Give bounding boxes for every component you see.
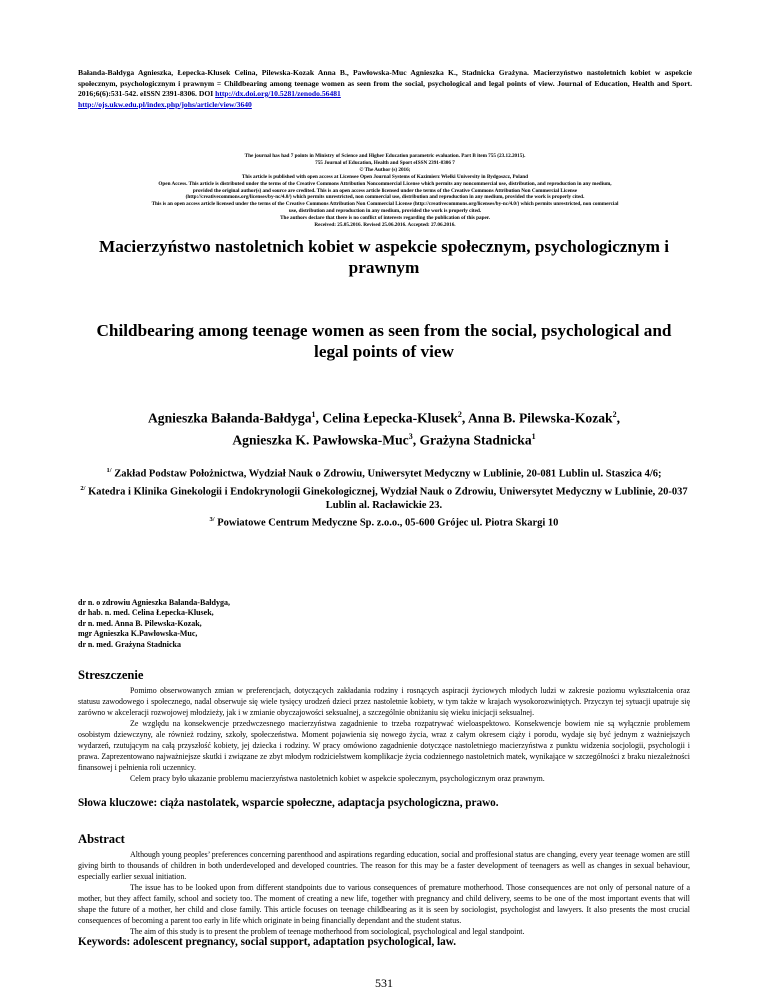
author-affiliation-mark: 2: [612, 410, 617, 419]
abstract-heading: Abstract: [78, 832, 125, 846]
license-line: © The Author (s) 2016;: [359, 166, 411, 173]
degree-line: dr hab. n. med. Celina Łepecka-Klusek,: [78, 608, 214, 618]
license-line: provided the original author(s) and source are credited. This is an open access article licensed under the terms of the Creative Commons Attribution Non Commercial License: [192, 187, 578, 194]
author-list: Agnieszka Bałanda-Bałdyga$^1$, Celina Łepecka-Klusek$^2$, Anna B. Pilewska-Kozak$^2$, Agnieszka K. Pawłowska-Muc$^3$, Grażyna Stadnicka$^1$: [147, 410, 620, 448]
license-line: Open Access. This article is distributed under the terms of the Creative Commons Attribution Noncommercial License which permits any noncommercial use, distribution, and reproduction in any medium,: [158, 180, 612, 187]
degree-line: dr n. o zdrowiu Agnieszka Bałanda-Bałdyga,: [78, 598, 230, 607]
affiliation-text: Katedra i Klinika Ginekologii i Endokrynologii Ginekologicznej, Wydział Nauk o Zdrowiu, Uniwersytet Medyczny w Lublinie, 20-037 Lublin al. Racławickie 23.: [88, 486, 688, 511]
citation-text: Bałanda-Bałdyga Agnieszka, Łepecka-Klusek Celina, Pilewska-Kozak Anna B., Pawłowska-Muc Agnieszka K., Stadnicka Grażyna. Macierzyństwo nastoletnich kobiet w aspekcie społecznym, psychologicznym i prawnym = Childbearing among teenage women as seen from the social, psychological and legal points of view. Journal of Education, Health and Sport. 2016;6(6):531-542. eISSN 2391-8306. DOI: [78, 68, 692, 98]
affiliation-text: Powiatowe Centrum Medyczne Sp. z.o.o., 05-600 Grójec ul. Piotra Skargi 10: [217, 517, 559, 529]
affiliation-item: [80, 513, 688, 531]
page-number: 531: [375, 976, 393, 990]
affiliations: [80, 464, 688, 531]
affiliation-text: Zakład Podstaw Położnictwa, Wydział Nauk o Zdrowiu, Uniwersytet Medyczny w Lublinie, 20-081 Lublin ul. Staszica 4/6;: [114, 468, 662, 480]
author-name: Grażyna Stadnicka: [419, 432, 532, 448]
license-line: This is an open access article licensed under the terms of the Creative Commons Attribution Non Commercial License (http://creativecommons.org/licenses/by-nc/4.0/) which permits unrestricted, non commercial: [151, 201, 619, 208]
author-affiliation-mark: 3: [408, 431, 413, 441]
degree-line: mgr Agnieszka K.Pawłowska-Muc,: [78, 629, 198, 639]
keywords-polish: Słowa kluczowe: ciąża nastolatek, wsparcie społeczne, adaptacja psychologiczna, prawo.: [78, 797, 499, 809]
license-line: use, distribution and reproduction in any medium, provided the work is properly cited.: [288, 208, 482, 215]
abstract-paragraph: The aim of this study is to present the problem of teenage motherhood from sociological, psychological and legal standpoint.: [130, 927, 525, 936]
license-line: This article is published with open access at Licensee Open Journal Systems of Kazimierz Wielki University in Bydgoszcz, Poland: [241, 173, 529, 180]
abstract-paragraph: Although young peoples’ preferences concerning parenthood and aspirations regarding education, social and proffesional status are changing, every year teenage women are still giving birth to thousands of children in both underdeveloped and developed countries. The reason for this may be a faster development of teenagers as well as changes in sexual behaviour, especially earlier sexual initiation.: [78, 850, 690, 881]
streszczenie-body: [78, 685, 690, 784]
license-line: (http://creativecommons.org/licenses/by-nc/4.0/) which permits unrestricted, non commercial use, distribution and reproduction in any medium, provided the work is properly cited.: [185, 194, 585, 201]
license-line: The journal has had 7 points in Ministry of Science and Higher Education parametric evaluation. Part B item 755 (23.12.2015).: [244, 153, 526, 159]
license-line: The authors declare that there is no conflict of interests regarding the publication of this paper.: [280, 215, 490, 222]
author-degrees: [78, 598, 478, 650]
affiliation-mark: 1/: [106, 467, 112, 474]
degree-line: dr n. med. Anna B. Pilewska-Kozak,: [78, 618, 202, 628]
author-name: Celina Łepecka-Klusek: [322, 410, 458, 426]
streszczenie-paragraph: Celem pracy było ukazanie problemu macierzyństwa nastoletnich kobiet w aspekcie społecznym, psychologicznym oraz prawnym.: [130, 774, 545, 783]
doi-link[interactable]: http://dx.doi.org/10.5281/zenodo.56481: [215, 89, 341, 98]
streszczenie-heading: Streszczenie: [78, 668, 144, 682]
author-affiliation-mark: 1: [531, 431, 536, 441]
streszczenie-paragraph: Pomimo obserwowanych zmian w preferencjach, dotyczących zakładania rodziny i rosnących aspiracji życiowych młodych ludzi w zakresie poziomu wykształcenia oraz statusu zawodowego i społecznego, nadal obserwuje się wiele tysięcy urodzeń dzieci przez nastoletnie kobiety, w tym także w krajach wysokorozwiniętych. Przyczyn tej sytuacji upatruje się zarówno w akceleracji rozwojowej młodzieży, jak i w zmianie obyczajowości seksualnej, a szczególnie obniżaniu się wieku inicjacji seksualnej.: [78, 686, 690, 717]
title-polish: Macierzyństwo nastoletnich kobiet w aspekcie społecznym, psychologicznym i prawnym: [98, 237, 669, 277]
author-name: Agnieszka Bałanda-Bałdyga: [147, 410, 312, 426]
title-english: Childbearing among teenage women as seen from the social, psychological and legal points of view: [96, 321, 672, 361]
degree-line: dr n. med. Grażyna Stadnicka: [78, 639, 181, 649]
affiliation-mark: 2/: [80, 484, 86, 492]
affiliation-mark: 3/: [209, 516, 215, 523]
author-name: Agnieszka K. Pawłowska-Muc: [232, 432, 409, 448]
license-block: [56, 153, 714, 229]
affiliation-item: [80, 482, 688, 514]
license-line: 755 Journal of Education, Health and Sport eISSN 2391-8306 7: [315, 159, 455, 166]
abstract-body: [78, 849, 690, 937]
citation-block: [78, 68, 692, 110]
affiliation-item: [80, 464, 688, 482]
author-affiliation-mark: 2: [457, 410, 462, 419]
author-name: Anna B. Pilewska-Kozak: [467, 410, 613, 426]
keywords-english: Keywords: adolescent pregnancy, social support, adaptation psychological, law.: [78, 936, 457, 948]
abstract-paragraph: The issue has to be looked upon from different standpoints due to various consequences of premature motherhood. Those consequences are not only of personal nature of a mother, but they affect family, school and society too. The moment of creating a new life, together with pregnancy and child delivery, seems to be one of the most important events that will shape the future of a mother, her child and close family. This article focuses on teenage childbearing as it is seen by sociologist, psychologist and lawyers. It also presents the most crucial consequences of becoming a parent too early in life which originate in being financially dependant and the student status.: [78, 883, 690, 925]
streszczenie-paragraph: Ze względu na konsekwencje przedwczesnego macierzyństwa zagadnienie to trzeba rozpatrywać wieloaspektowo. Konsekwencje bowiem nie są wyłącznie problemem osobistym dziewczyny, ale również rodziny, szkoły, społeczeństwa. Moment pojawienia się nowego życia, wraz z całym okresem ciąży i porodu, wydaje się być jednym z ważniejszych wydarzeń, rzutującym na całą przyszłość kobiety, jej dziecka i rodziny. W pracy omówiono zagadnienie dotyczące nastoletniego macierzyństwa z punktu widzenia socjologii, psychologii i prawa. Zaprezentowano najważniejsze skutki i związane ze zbyt młodym rodzicielstwem komplikacje życia codziennego nastoletnich matek, wynikające w szczególności z braku niezależności finansowej i pełnienia roli uczennicy.: [78, 719, 690, 772]
author-affiliation-mark: 1: [311, 410, 316, 419]
license-line: Received: 25.05.2016. Revised 25.06.2016. Accepted: 27.06.2016.: [314, 222, 456, 229]
ojs-link[interactable]: http://ojs.ukw.edu.pl/index.php/johs/article/view/3640: [78, 99, 252, 109]
